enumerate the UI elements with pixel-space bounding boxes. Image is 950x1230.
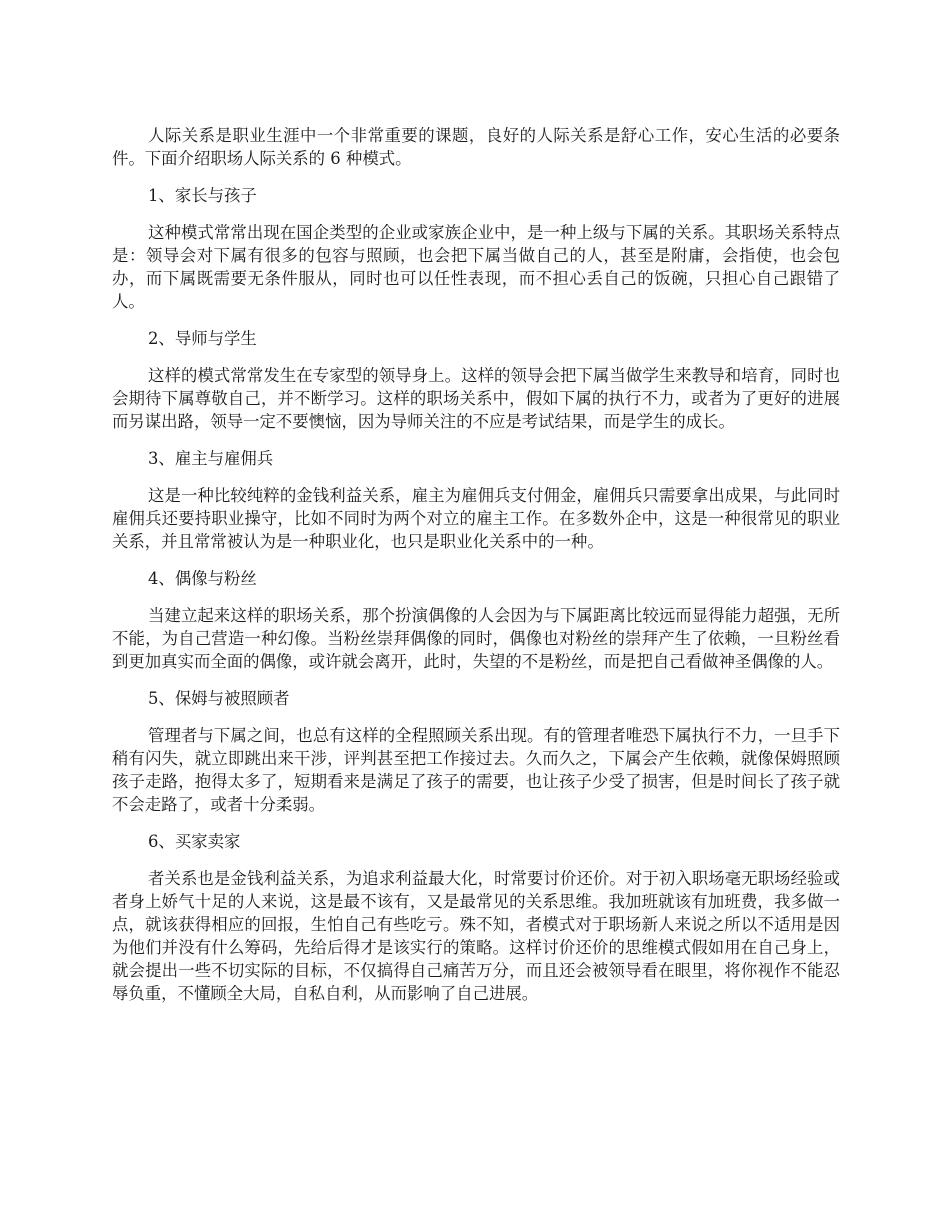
- section-body-5: 管理者与下属之间，也总有这样的全程照顾关系出现。有的管理者唯恐下属执行不力，一旦手下稍有闪失，就立即跳出来干涉，评判甚至把工作接过去。久而久之，下属会产生依赖，就像保姆照顾孩子走路，抱得太多了，短期看来是满足了孩子的需要，也让孩子少受了损害，但是时间长了孩子就不会走路了，或者十分柔弱。: [112, 726, 840, 814]
- document-page: [112, 124, 840, 1019]
- section-heading-1: 1、家长与孩子: [148, 186, 257, 205]
- section-body-2: 这样的模式常常发生在专家型的领导身上。这样的领导会把下属当做学生来教导和培育，同时也会期待下属尊敬自己，并不断学习。这样的职场关系中，假如下属的执行不力，或者为了更好的进展而另谋出路，领导一定不要懊恼，因为导师关注的不应是考试结果，而是学生的成长。: [112, 366, 840, 431]
- section-heading-2: 2、导师与学生: [148, 329, 257, 348]
- intro-paragraph: 人际关系是职业生涯中一个非常重要的课题，良好的人际关系是舒心工作，安心生活的必要条件。下面介绍职场人际关系的 6 种模式。: [112, 126, 840, 168]
- section-heading-4: 4、偶像与粉丝: [148, 569, 257, 588]
- section-body-4: 当建立起来这样的职场关系，那个扮演偶像的人会因为与下属距离比较远而显得能力超强，无所不能，为自己营造一种幻像。当粉丝崇拜偶像的同时，偶像也对粉丝的崇拜产生了依赖，一旦粉丝看到更加真实而全面的偶像，或许就会离开，此时，失望的不是粉丝，而是把自己看做神圣偶像的人。: [112, 606, 840, 671]
- section-heading-3: 3、雇主与雇佣兵: [148, 449, 274, 468]
- section-heading-5: 5、保姆与被照顾者: [148, 689, 290, 708]
- section-body-1: 这种模式常常出现在国企类型的企业或家族企业中，是一种上级与下属的关系。其职场关系特点是：领导会对下属有很多的包容与照顾，也会把下属当做自己的人，甚至是附庸，会指使，也会包办，而下属既需要无条件服从，同时也可以任性表现，而不担心丢自己的饭碗，只担心自己跟错了人。: [112, 223, 840, 311]
- section-body-6: 者关系也是金钱利益关系，为追求利益最大化，时常要讨价还价。对于初入职场毫无职场经验或者身上娇气十足的人来说，这是最不该有，又是最常见的关系思维。我加班就该有加班费，我多做一点，就该获得相应的回报，生怕自己有些吃亏。殊不知，者模式对于职场新人来说之所以不适用是因为他们并没有什么筹码，先给后得才是该实行的策略。这样讨价还价的思维模式假如用在自己身上，就会提出一些不切实际的目标，不仅搞得自己痛苦万分，而且还会被领导看在眼里，将你视作不能忍辱负重，不懂顾全大局，自私自利，从而影响了自己进展。: [112, 869, 840, 1003]
- section-heading-6: 6、买家卖家: [148, 832, 241, 851]
- section-body-3: 这是一种比较纯粹的金钱利益关系，雇主为雇佣兵支付佣金，雇佣兵只需要拿出成果，与此同时雇佣兵还要持职业操守，比如不同时为两个对立的雇主工作。在多数外企中，这是一种很常见的职业关系，并且常常被认为是一种职业化，也只是职业化关系中的一种。: [112, 486, 840, 551]
